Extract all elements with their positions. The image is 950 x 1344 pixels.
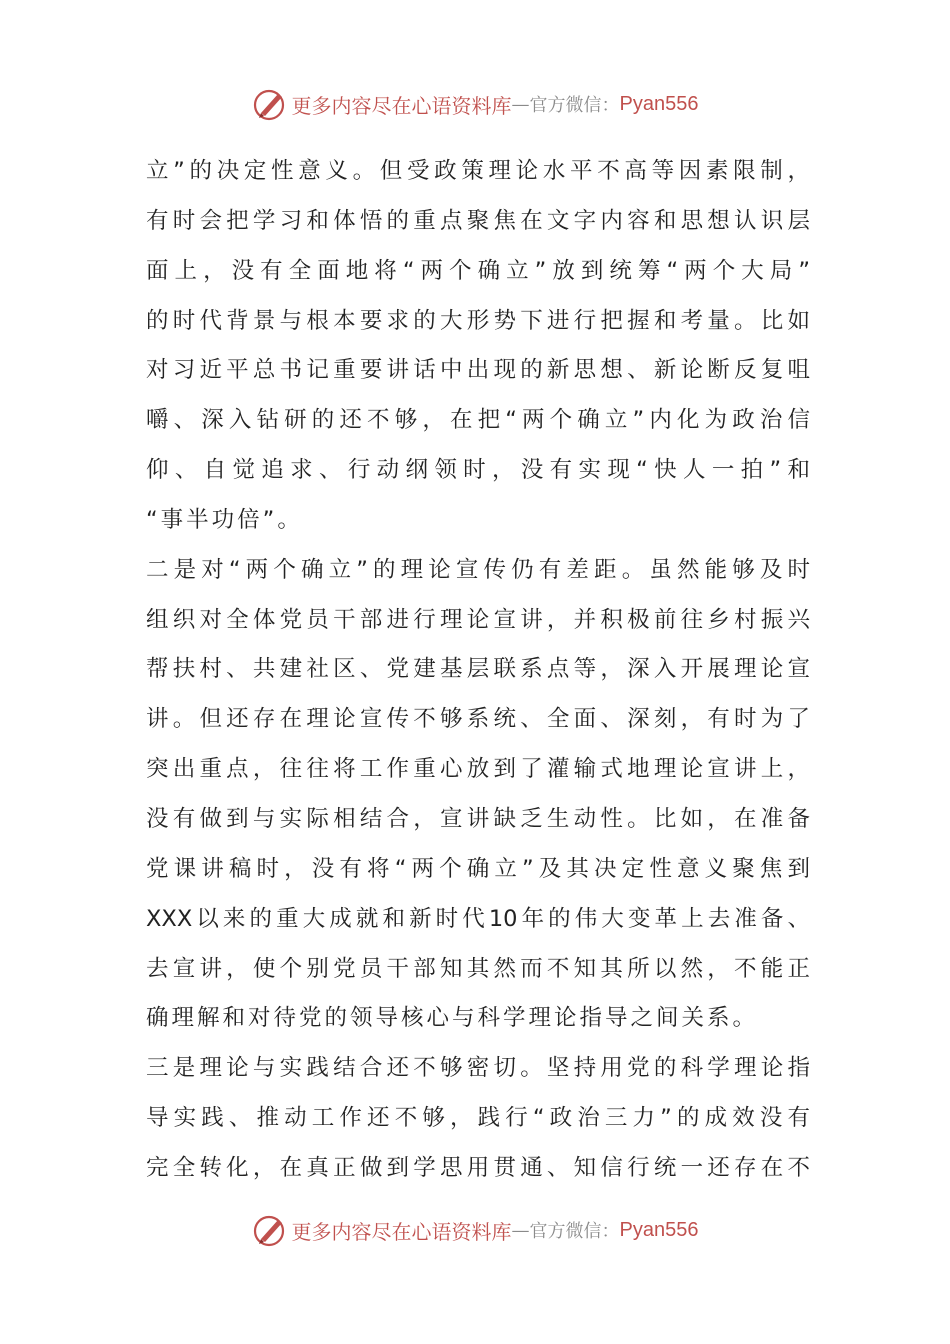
footer-watermark: [0, 1208, 950, 1252]
text-line: 党课讲稿时，没有将“两个确立”及其决定性意义聚焦到: [146, 855, 810, 882]
text-line: 三是理论与实践结合还不够密切。坚持用党的科学理论指: [146, 1055, 810, 1082]
footer-main-text: 更多内容尽在心语资料库: [291, 1219, 512, 1244]
header-sub-text: 官方微信：: [529, 95, 620, 116]
header-dash: —: [511, 93, 530, 115]
text-line: 讲。但还存在理论宣传不够系统、全面、深刻，有时为了: [146, 706, 810, 733]
footer-wechat-id: Pyan556: [619, 1218, 699, 1241]
text-line: 确理解和对待党的领导核心与科学理论指导之间关系。: [146, 1005, 759, 1032]
header-watermark: [0, 82, 950, 126]
text-line: 对习近平总书记重要讲话中出现的新思想、新论断反复咀: [146, 357, 810, 384]
text-line: 完全转化，在真正做到学思用贯通、知信行统一还存在不: [146, 1154, 810, 1181]
text-line: 没有做到与实际相结合，宣讲缺乏生动性。比如，在准备: [146, 805, 810, 832]
footer-dash: —: [511, 1219, 530, 1241]
header-main-text: 更多内容尽在心语资料库: [291, 93, 512, 118]
text-line: 嚼、深入钻研的还不够，在把“两个确立”内化为政治信: [146, 407, 810, 434]
text-line: 去宣讲，使个别党员干部知其然而不知其所以然，不能正: [146, 955, 810, 982]
text-line: 仰、自觉追求、行动纲领时，没有实现“快人一拍”和: [146, 457, 810, 484]
text-line: 导实践、推动工作还不够，践行“政治三力”的成效没有: [146, 1105, 810, 1132]
text-line: 有时会把学习和体悟的重点聚焦在文字内容和思想认识层: [146, 207, 810, 234]
header-wechat-id: Pyan556: [619, 92, 699, 115]
text-line: 帮扶村、共建社区、党建基层联系点等，深入开展理论宣: [146, 656, 810, 683]
pen-logo-icon: [252, 86, 288, 122]
footer-sub-text: 官方微信：: [529, 1221, 620, 1242]
text-line: “事半功倍”。: [146, 506, 303, 533]
text-line: 的时代背景与根本要求的大形势下进行把握和考量。比如: [146, 307, 810, 334]
document-body: [146, 147, 810, 1194]
text-line: 面上，没有全面地将“两个确立”放到统筹“两个大局”: [146, 257, 810, 284]
text-line: XXX以来的重大成就和新时代10年的伟大变革上去准备、: [146, 905, 810, 932]
text-line: 突出重点，往往将工作重心放到了灌输式地理论宣讲上，: [146, 756, 810, 783]
text-line: 组织对全体党员干部进行理论宣讲，并积极前往乡村振兴: [146, 606, 810, 633]
text-line: 立”的决定性意义。但受政策理论水平不高等因素限制，: [146, 158, 810, 184]
pen-logo-icon: [252, 1212, 288, 1248]
text-line: 二是对“两个确立”的理论宣传仍有差距。虽然能够及时: [146, 556, 810, 583]
